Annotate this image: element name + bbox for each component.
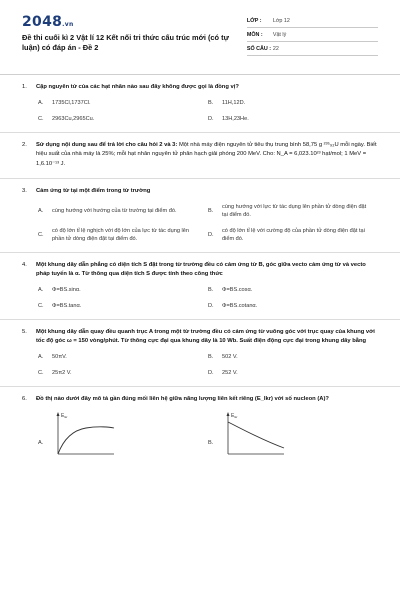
option-label: C. <box>38 369 44 376</box>
option-label: D. <box>208 302 214 309</box>
meta-key: MÔN : <box>246 31 263 38</box>
meta-row-count <box>247 42 378 56</box>
question-2 <box>22 141 378 180</box>
option-a[interactable] <box>38 410 208 456</box>
option-text: cùng hướng với hướng của từ trường tại điểm đó. <box>52 207 177 214</box>
question-number: 1. <box>22 84 27 90</box>
option-text: Φ=BS.sinα. <box>52 286 81 293</box>
curve <box>228 422 284 448</box>
y-axis-label: $E_{lkr}$ <box>231 413 238 419</box>
option-label: B. <box>208 353 214 360</box>
question-divider <box>0 386 400 387</box>
meta-value: 22 <box>272 45 279 52</box>
option-d[interactable] <box>208 369 378 377</box>
question-divider <box>0 178 400 179</box>
option-text: cùng hướng với lực từ tác dụng lên phần tử dòng điện đặt tại điểm đó. <box>222 203 367 218</box>
option-text: 11H,12D. <box>222 99 246 106</box>
question-text: Cảm ứng từ tại một điểm trong từ trường <box>36 188 151 194</box>
option-text: 1735Cl,1737Cl. <box>52 99 91 106</box>
question-4 <box>22 261 378 320</box>
option-label: A. <box>38 440 44 446</box>
question-number: 5. <box>22 328 27 335</box>
question-divider <box>0 252 400 253</box>
option-label: D. <box>208 369 214 376</box>
curve <box>58 427 114 454</box>
header <box>22 0 378 74</box>
option-label: C. <box>38 302 44 309</box>
option-label: C. <box>38 115 44 122</box>
option-label: B. <box>208 207 214 214</box>
option-label: A. <box>38 353 44 360</box>
question-5 <box>22 328 378 387</box>
option-text: 502 V. <box>222 353 238 360</box>
y-axis-label: $E_{lkr}$ <box>61 413 68 419</box>
option-a[interactable] <box>38 286 208 294</box>
meta-value: Vật lý <box>272 31 287 38</box>
graph-rising-plateau <box>52 410 116 456</box>
question-6 <box>22 395 378 457</box>
option-c[interactable] <box>38 369 208 377</box>
option-text: có độ lớn tỉ lệ với cường độ của phần tử dòng điện đặt tại điểm đó. <box>222 227 365 242</box>
question-text: Một khung dây dẫn quay đều quanh trục A trong một từ trường đều có cảm ứng từ vuông góc với trục quay của khung với tốc độ góc ω = 150 vòng/phút. Từ thông cực đại qua khung dây là 10 Wb. Suất điện động cực đại trong khung dây bằng <box>36 328 375 344</box>
question-number: 6. <box>22 395 27 402</box>
option-label: A. <box>38 99 44 106</box>
option-text: 50πV. <box>52 353 67 360</box>
option-a[interactable] <box>38 99 208 107</box>
exam-meta <box>247 14 378 74</box>
question-text: Một khung dây dẫn phẳng có diện tích S đặt trong từ trường đều có cảm ứng từ B, góc giữa vecto cảm ứng từ và vecto pháp tuyến là α. Từ thông qua diện tích S được tính theo công thức <box>36 261 366 277</box>
question-number: 2. <box>22 141 27 148</box>
question-body: Một nhà máy điện nguyên tử tiêu thụ trung bình 58,75 g ²³⁵₉₂U mỗi ngày. Biết hiệu suất của nhà máy là 25%; mỗi hạt nhân nguyên tử phân hạch giải phóng 200 MeV. Cho: N_A = 6,023.10²³ hạt/mol; 1 MeV = 1,6.10⁻¹³ J. <box>36 141 377 167</box>
option-c[interactable] <box>38 227 208 243</box>
meta-row-subject <box>247 28 378 42</box>
question-intro: Sử dụng nội dung sau để trả lời cho câu hỏi 2 và 3: <box>36 141 178 148</box>
option-label: A. <box>38 207 44 214</box>
option-text: Φ=BS.cosα. <box>222 286 253 293</box>
option-label: B. <box>208 440 214 446</box>
option-a[interactable] <box>38 203 208 219</box>
question-number: 3. <box>22 188 27 194</box>
meta-key: SỐ CÂU : <box>246 45 272 52</box>
question-text: Cặp nguyên tử của các hạt nhân nào sau đây không được gọi là đồng vị? <box>36 84 239 90</box>
option-label: A. <box>38 286 44 293</box>
logo-tld-text: .vn <box>62 21 74 28</box>
header-divider <box>0 74 400 75</box>
option-c[interactable] <box>38 115 208 123</box>
logo-main-text: 2048 <box>22 14 63 30</box>
option-label: B. <box>208 99 214 106</box>
option-text: Φ=BS.tanα. <box>52 302 82 309</box>
meta-value: Lớp 12 <box>272 17 290 24</box>
option-text: có độ lớn tỉ lệ nghịch với độ lớn của lực từ tác dụng lên phần tử dòng điện đặt tại điểm đó. <box>52 227 189 242</box>
option-d[interactable] <box>208 227 378 243</box>
meta-key: LỚP : <box>246 17 262 24</box>
option-text: 252 V. <box>222 369 238 376</box>
question-text <box>36 141 378 170</box>
option-label: D. <box>208 231 214 238</box>
option-b[interactable] <box>208 353 378 361</box>
option-b[interactable] <box>208 410 378 456</box>
header-left <box>22 14 247 74</box>
option-a[interactable] <box>38 353 208 361</box>
question-1 <box>22 83 378 133</box>
question-divider <box>0 132 400 133</box>
y-axis-arrow <box>227 412 230 416</box>
question-text: Đồ thị nào dưới đây mô tả gần đúng mối liên hệ giữa năng lượng liên kết riêng (E_lkr) với số nucleon (A)? <box>36 395 329 402</box>
option-c[interactable] <box>38 302 208 310</box>
option-b[interactable] <box>208 99 378 107</box>
option-text: 2963Cu,2965Cu. <box>52 115 95 122</box>
option-text: Φ=BS.cotanα. <box>222 302 258 309</box>
option-b[interactable] <box>208 286 378 294</box>
site-logo[interactable] <box>22 14 247 30</box>
option-d[interactable] <box>208 115 378 123</box>
meta-row-class <box>247 14 378 28</box>
question-3 <box>22 187 378 253</box>
option-text: 13H,23He. <box>222 115 249 122</box>
option-d[interactable] <box>208 302 378 310</box>
graph-falling <box>222 410 286 456</box>
option-label: B. <box>208 286 214 293</box>
question-divider <box>0 319 400 320</box>
option-label: C. <box>38 231 44 238</box>
option-label: D. <box>208 115 214 122</box>
option-b[interactable] <box>208 203 378 219</box>
y-axis-arrow <box>57 412 60 416</box>
exam-title: Đề thi cuối kì 2 Vật lí 12 Kết nối tri thức cấu trúc mới (có tự luận) có đáp án - Đề 2 <box>22 33 229 52</box>
question-number: 4. <box>22 261 27 268</box>
option-text: 25π2 V. <box>52 369 72 376</box>
